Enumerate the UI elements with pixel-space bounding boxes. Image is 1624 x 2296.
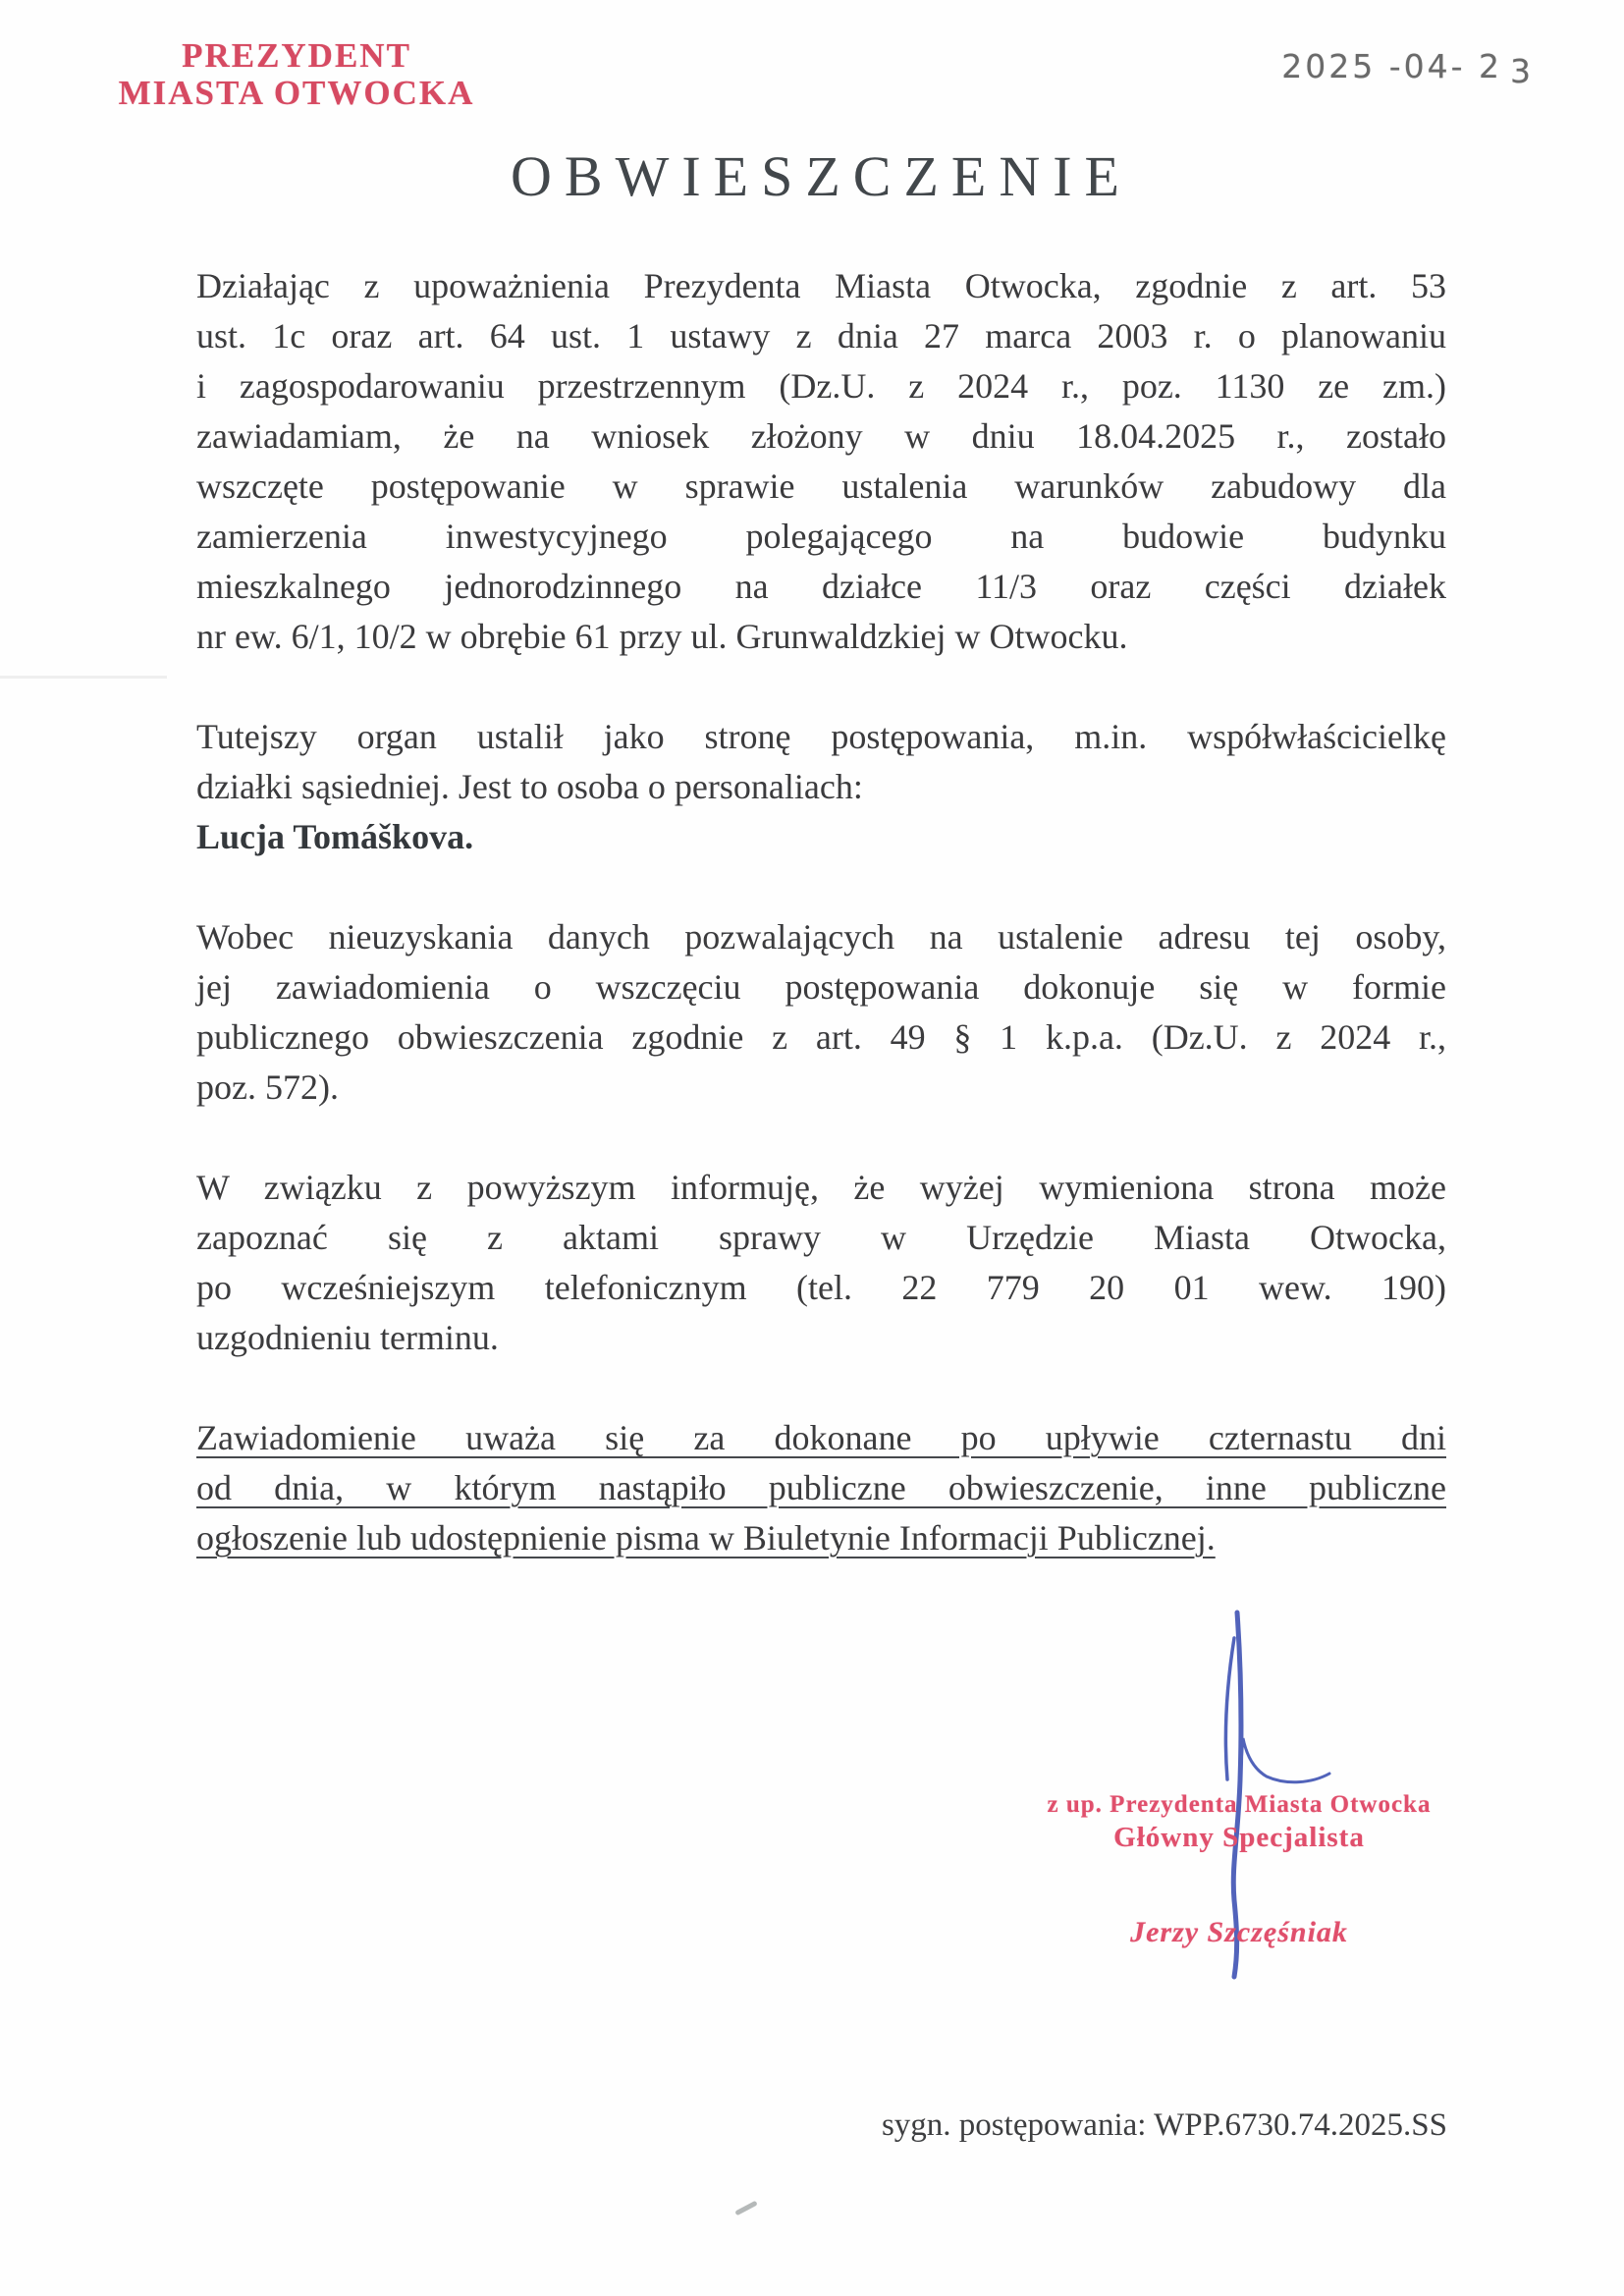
text-line: publicznego obwieszczenia zgodnie z art. 49 § 1 k.p.a. (Dz.U. z 2024 r., <box>196 1017 1446 1057</box>
document-title: OBWIESZCZENIE <box>511 144 1132 208</box>
authority-stamp-line2: MIASTA OTWOCKA <box>118 74 475 112</box>
scan-fold-artifact <box>0 676 167 679</box>
text-line: działki sąsiedniej. Jest to osoba o personaliach: <box>196 767 863 806</box>
text-line: mieszkalnego jednorodzinnego na działce 11/3 oraz części działek <box>196 567 1446 606</box>
date-stamp-last-digit: 3 <box>1510 52 1534 90</box>
text-line: zapoznać się z aktami sprawy w Urzędzie Miasta Otwocka, <box>196 1218 1446 1257</box>
text-line: poz. 572). <box>196 1067 339 1107</box>
case-reference: sygn. postępowania: WPP.6730.74.2025.SS <box>881 2107 1447 2143</box>
text-line: od dnia, w którym nastąpiło publiczne obwieszczenie, inne publiczne <box>196 1468 1446 1507</box>
signature-stamp-block <box>1033 1791 1445 1949</box>
text-line: nr ew. 6/1, 10/2 w obrębie 61 przy ul. Grunwaldzkiej w Otwocku. <box>196 617 1128 656</box>
text-line: zamierzenia inwestycyjnego polegającego na budowie budynku <box>196 517 1446 556</box>
text-line: zawiadamiam, że na wniosek złożony w dniu 18.04.2025 r., zostało <box>196 416 1446 456</box>
text-line: uzgodnieniu terminu. <box>196 1318 499 1357</box>
text-line: Tutejszy organ ustalił jako stronę postępowania, m.in. współwłaścicielkę <box>196 717 1446 756</box>
text-line: W związku z powyższym informuję, że wyżej wymieniona strona może <box>196 1168 1446 1207</box>
position-line: Główny Specjalista <box>1113 1822 1365 1853</box>
party-name-line: Lucja Tomáškova. <box>196 817 474 856</box>
text-line: jej zawiadomienia o wszczęciu postępowania dokonuje się w formie <box>196 967 1446 1007</box>
text-line: ust. 1c oraz art. 64 ust. 1 ustawy z dnia 27 marca 2003 r. o planowaniu <box>196 316 1446 355</box>
text-line: i zagospodarowaniu przestrzennym (Dz.U. z 2024 r., poz. 1130 ze zm.) <box>196 366 1446 406</box>
text-line: Zawiadomienie uważa się za dokonane po upływie czternastu dni <box>196 1418 1446 1457</box>
text-line: Działając z upoważnienia Prezydenta Miasta Otwocka, zgodnie z art. 53 <box>196 266 1446 305</box>
text-line: wszczęte postępowanie w sprawie ustalenia warunków zabudowy dla <box>196 466 1446 506</box>
signer-name: Jerzy Szczęśniak <box>1130 1916 1348 1948</box>
authority-stamp-line1: PREZYDENT <box>182 36 411 75</box>
text-line: po wcześniejszym telefonicznym (tel. 22 779 20 01 wew. 190) <box>196 1268 1446 1307</box>
text-line: ogłoszenie lub udostępnienie pisma w Biuletynie Informacji Publicznej. <box>196 1518 1216 1558</box>
text-line: Wobec nieuzyskania danych pozwalających na ustalenie adresu tej osoby, <box>196 917 1446 957</box>
date-stamp-main: 2025 -04- 2 <box>1281 47 1502 85</box>
authorization-line: z up. Prezydenta Miasta Otwocka <box>1047 1791 1432 1818</box>
